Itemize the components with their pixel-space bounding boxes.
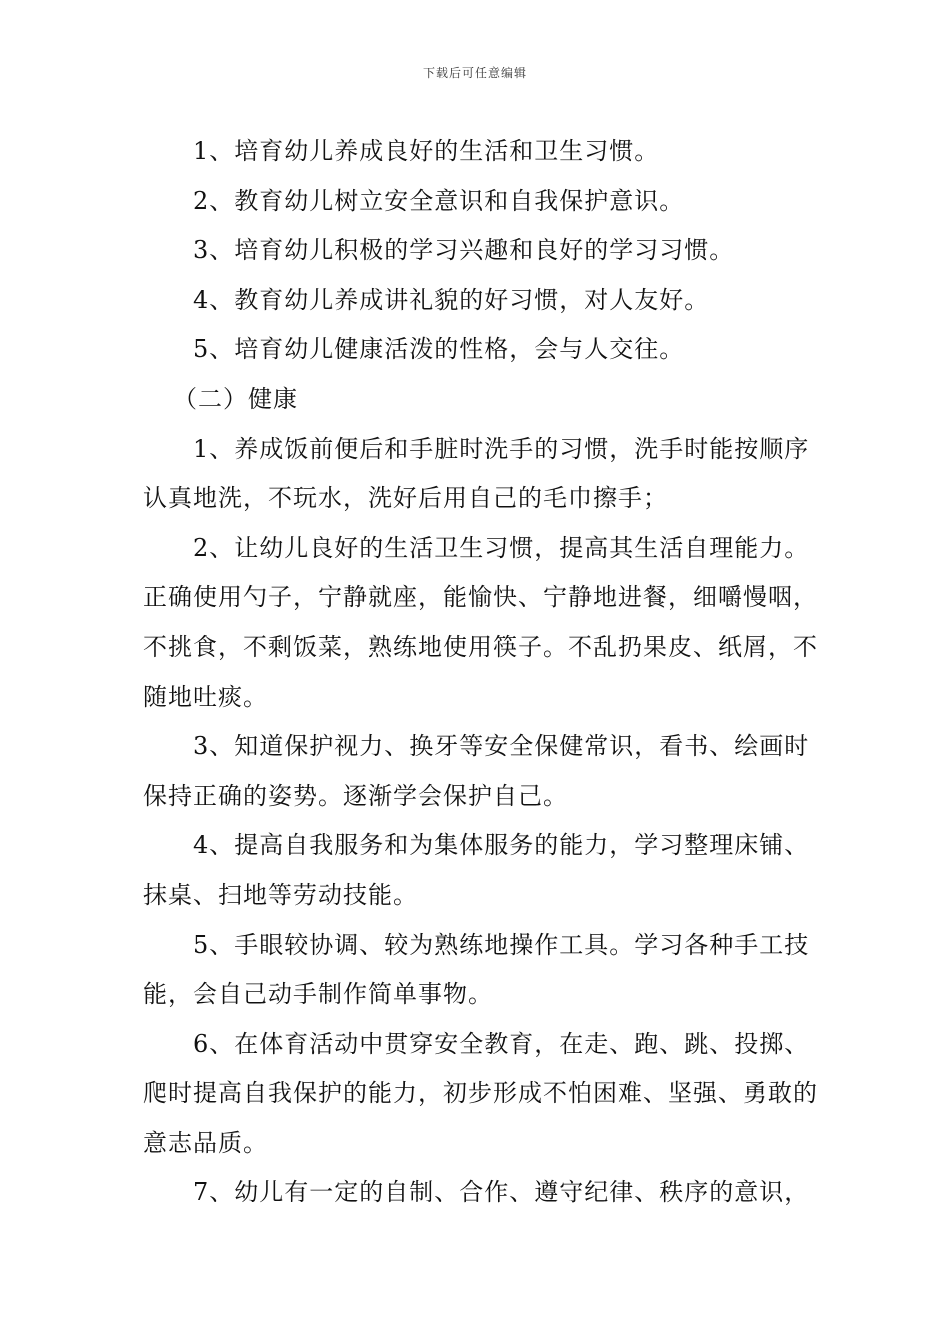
health-item-2: 2、让幼儿良好的生活卫生习惯，提高其生活自理能力。正确使用勺子，宁静就座，能愉快、宁静地进餐，细嚼慢咽，不挑食，不剩饭菜，熟练地使用筷子。不乱扔果皮、纸屑，不随地吐痰。: [143, 533, 818, 711]
health-item-3: 3、知道保护视力、换牙等安全保健常识，看书、绘画时保持正确的姿势。逐渐学会保护自己。: [143, 732, 810, 810]
section-heading-health: （二）健康: [173, 384, 298, 413]
health-item-7: 7、幼儿有一定的自制、合作、遵守纪律、秩序的意识，: [193, 1178, 810, 1207]
goal-item-5: 5、培育幼儿健康活泼的性格，会与人交往。: [193, 335, 685, 364]
goal-item-1: 1、培育幼儿养成良好的生活和卫生习惯。: [193, 137, 660, 165]
health-item-5: 5、手眼较协调、较为熟练地操作工具。学习各种手工技能，会自己动手制作简单事物。: [143, 930, 810, 1009]
document-body: [143, 127, 833, 1218]
health-item-6: 6、在体育活动中贯穿安全教育，在走、跑、跳、投掷、爬时提高自我保护的能力，初步形成不怕困难、坚强、勇敢的意志品质。: [143, 1029, 818, 1157]
health-item-4: 4、提高自我服务和为集体服务的能力，学习整理床铺、抹桌、扫地等劳动技能。: [143, 831, 810, 909]
goal-item-3: 3、培育幼儿积极的学习兴趣和良好的学习习惯。: [193, 236, 735, 265]
goal-item-4: 4、教育幼儿养成讲礼貌的好习惯，对人友好。: [193, 285, 710, 314]
health-item-1: 1、养成饭前便后和手脏时洗手的习惯，洗手时能按顺序认真地洗，不玩水，洗好后用自己的毛巾擦手；: [143, 434, 810, 513]
goal-item-2: 2、教育幼儿树立安全意识和自我保护意识。: [193, 186, 685, 215]
header-note: 下载后可任意编辑: [422, 66, 527, 80]
